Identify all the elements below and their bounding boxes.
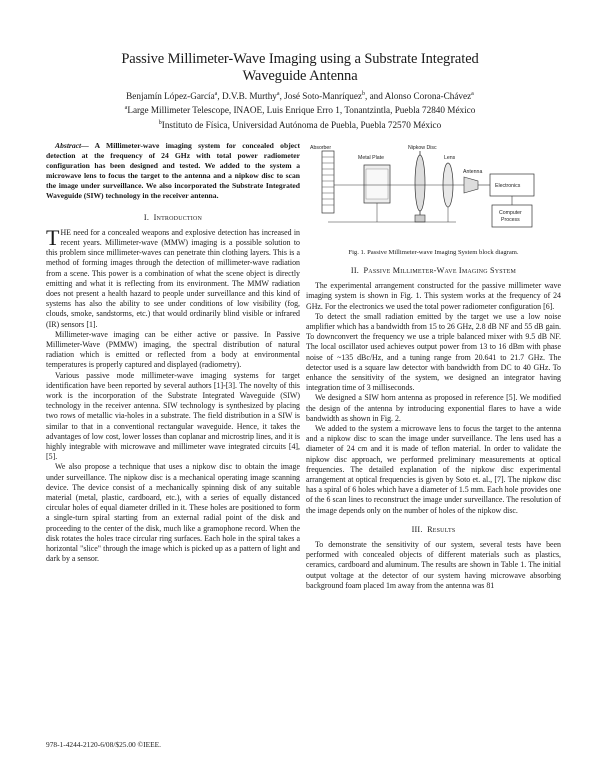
system-paragraph-2: To detect the small radiation emitted by the target we use a low noise amplifier which has a bandwidth from 15 to 26 GHz, 2.8 dB NF and 55 dB gain. To downconvert the frequency we use a triple balanced mixer with 9.5 dB NF. The local oscillator used achieves output power from 13 to 16 dBm with phase noise of ~135 dBc/Hz, and a tuning range from 20.641 to 21.7 GHz. The detector used is a square law detector with bandwidth from DC to 40 GHz. To enhance the sensitivity of the system, we designed an integrator having integration time of 3 milliseconds. — [306, 311, 561, 393]
results-paragraph-1: To demonstrate the sensitivity of our system, several tests have been performed with concealed objects of different materials such as plastics, ceramics, cardboard and aluminum. The results are shown in Table 1. The initial output voltage at the detector of our system having microwave absorbing background foam placed 1m away from the antenna was 81 — [306, 540, 561, 590]
section-title: Passive Millimeter-Wave Imaging System — [363, 266, 517, 275]
author-3: , José Soto-Manríquez — [279, 91, 362, 102]
system-paragraph-1: The experimental arrangement constructed for the passive millimeter wave imaging system is shown in Fig. 1. This system works at the frequency of 24 GHz. For the electronics we used the total power radiometer configuration [6]. — [306, 281, 561, 311]
system-paragraph-4: We added to the system a microwave lens to focus the target to the antenna and a nipkow disc to scan the image under surveillance. The lens used has a diameter of 24 cm and it is made of teflon material. In order to validate the nipkow disc approach, we performed preliminary measurements at optical frequencies. The detailed explanation of the nipkow disc experimental arrangement at optical frequencies is given by Soto et. al., [7]. The nipkow disc has a spiral of 6 holes which have a diameter of 1.5 mm. Each hole provides one of the 6 scan lines to reconstruct the image under surveillance. The resolution of the image depends only on the number of holes of the nipkow disc. — [306, 424, 561, 515]
label-lens: Lens — [444, 155, 456, 161]
label-electronics: Electronics — [495, 183, 521, 189]
intro-paragraph-3: Various passive mode millimeter-wave imaging systems for target identification have been reported by several authors [1]-[3]. The novelty of this work is the incorporation of the Substrate Integrated Waveguide (SIW) technology in the receiver antenna. SIW technology is synthesized by placing two rows of metallic via-holes in a substrate. The field distribution in a SIW is similar to that in a conventional rectangular waveguide. Hence, it takes the advantages of low cost, lower losses than coplanar and microstrip lines, and it is highly integrable with microwave and millimeter wave integrated circuits [4], [5]. — [46, 370, 300, 462]
title-line-1: Passive Millimeter-Wave Imaging using a Substrate Integrated — [121, 51, 479, 67]
author-1: Benjamín López-García — [126, 91, 215, 102]
figure-1 — [306, 143, 561, 248]
label-absorber: Absorber — [310, 145, 332, 151]
intro-paragraph-2: Millimeter-wave imaging can be either active or passive. In Passive Millimeter-Wave (PMMW) imaging, the spectral distribution of natural radiation which is emitted or reflected from a body at environmental temperatures is properly captured and displayed (radiometry). — [46, 329, 300, 370]
label-antenna: Antenna — [463, 169, 483, 175]
nipkow-motor — [415, 215, 425, 222]
title-line-2: Waveguide Antenna — [242, 68, 358, 84]
section-heading-results — [306, 525, 561, 535]
left-column — [46, 141, 300, 564]
label-metal-plate: Metal Plate — [358, 155, 384, 161]
abstract — [46, 141, 300, 202]
drop-cap: T — [46, 224, 60, 250]
system-paragraph-3: We designed a SIW horn antenna as proposed in reference [5]. We modified the design of the antenna by introducing exponential flares to have a wide bandwidth as shown in Fig. 2. — [306, 393, 561, 423]
label-computer: Computer — [499, 210, 522, 216]
author-1-sup: a — [214, 91, 218, 97]
section-number: II. — [350, 266, 360, 275]
metal-plate-inner — [366, 169, 388, 199]
section-heading-introduction — [46, 213, 300, 223]
antenna-horn — [464, 177, 478, 193]
author-3-sup: b — [362, 91, 365, 97]
author-2-sup: a — [276, 91, 280, 97]
label-process: Process — [501, 217, 520, 223]
affiliation-b — [0, 117, 600, 131]
section-title: Introduction — [153, 212, 203, 222]
section-number: I. — [143, 212, 150, 222]
abstract-label: Abstract — [55, 141, 82, 150]
affiliation-a-sup: a — [124, 105, 128, 112]
figure-1-caption: Fig. 1. Passive Millimeter-wave Imaging System block diagram. — [348, 249, 519, 256]
paper-title — [0, 51, 600, 85]
section-heading-system — [306, 266, 561, 276]
affiliation-b-text: Instituto de Física, Universidad Autónoma de Puebla, Puebla 72570 México — [161, 119, 442, 130]
affiliation-a-text: Large Millimeter Telescope, INAOE, Luis Enrique Erro 1, Tonantzintla, Puebla 72840 México — [127, 105, 476, 116]
block-diagram — [306, 143, 561, 248]
author-names — [0, 88, 600, 102]
section-number: III. — [411, 524, 423, 534]
author-4: , and Alonso Corona-Chávez — [365, 91, 472, 102]
abstract-text: — A Millimeter-wave imaging system for concealed object detection at the frequency of 24 GHz with total power radiometer configuration has been designed and tested. We added to the system a microwave lens to focus the target to the antenna and a nipkow disc to scan the image under surveillance. We also incorporated the Substrate Integrated Waveguide (SIW) technology in the receiver antenna. — [46, 141, 300, 201]
label-nipkow-disc: Nipkow Disc — [408, 145, 437, 151]
intro-paragraph-1-text: HE need for a concealed weapons and explosive detection has increased in recent years. Millimeter-wave (MMW) imaging is a possible solution to this problem since millimeter-waves can penetrate thin clothing layers. This is a method of forming images through the detection of millimeter-wave radiation from a scene. This power is a combination of what the scene object is directly emitting and what it is reflecting from its environment. The MMW radiation does not present a health hazard to people under surveillance and this kind of systems has also the ability to see under conditions of low visibility (fog, clouds, smoke, sandstorms, etc.) that would ordinarily blind visible or infrared (IR) sensors [1]. — [46, 227, 300, 329]
section-title: Results — [427, 524, 456, 534]
author-block — [0, 88, 600, 131]
absorber-block — [322, 151, 334, 213]
affiliation-a — [0, 102, 600, 116]
affiliation-b-sup: b — [158, 119, 162, 126]
author-4-sup: a — [471, 91, 474, 97]
right-column — [306, 143, 561, 591]
intro-paragraph-4: We also propose a technique that uses a nipkow disc to obtain the image under surveillance. The nipkow disc is a mechanical operating image scanning device. The device consist of a mechanically spinning disk of any suitable material (metal, plastic, cardboard, etc.), with a series of equally distanced circular holes of equal diameter drilled in it. These holes are positioned to form a single-turn spiral starting from an external radial point of the disk and proceeding to the center of the disk, much like a gramophone record. When the disk rotates the holes trace circular ring surfaces. Each hole in the spiral takes a horizontal "slice" through the image which is picked up as a pattern of light and dark by a sensor. — [46, 462, 300, 564]
intro-paragraph-1 — [46, 224, 300, 330]
nipkow-disc — [415, 155, 425, 211]
computer-block — [492, 205, 532, 227]
copyright-footer: 978-1-4244-2120-6/08/$25.00 ©IEEE. — [46, 740, 162, 749]
author-2: , D.V.B. Murthy — [217, 91, 277, 102]
